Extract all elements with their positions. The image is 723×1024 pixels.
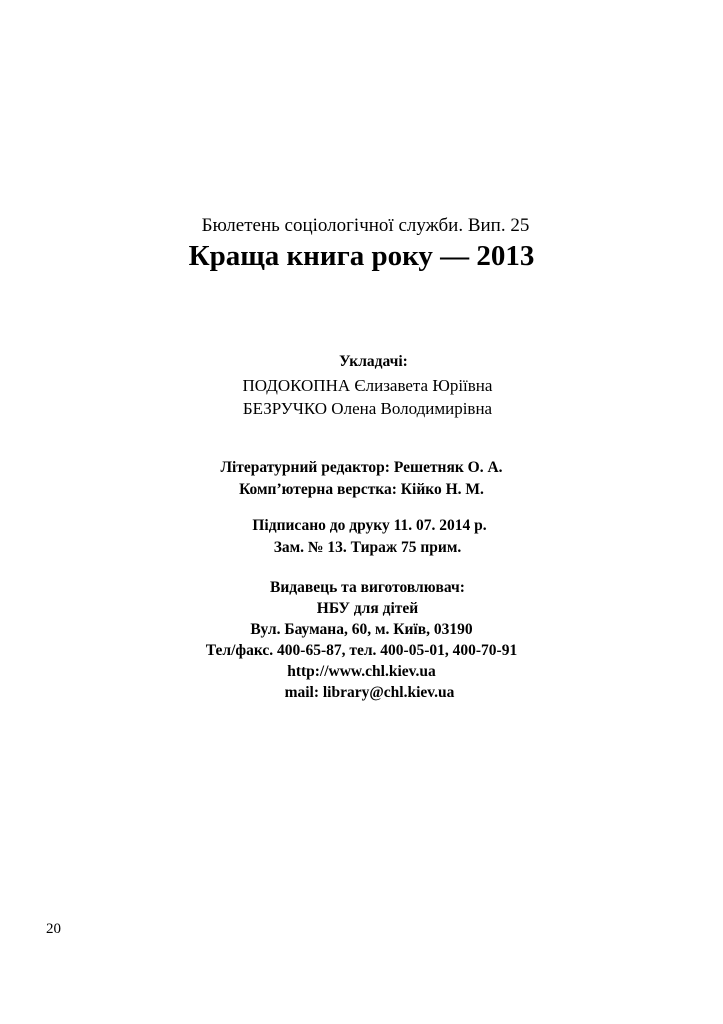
publisher-website: http://www.chl.kiev.ua <box>287 663 436 680</box>
publisher-phones: Тел/факс. 400-65-87, тел. 400-05-01, 400-70-91 <box>205 642 518 659</box>
publisher-email: mail: library@chl.kiev.ua <box>284 684 455 701</box>
literary-editor: Літературний редактор: Решетняк О. А. <box>220 459 503 476</box>
publisher-label: Видавець та виготовлювач: <box>270 579 465 596</box>
compilers-label: Укладачі: <box>339 353 408 370</box>
book-title: Краща книга року — 2013 <box>188 240 535 272</box>
publisher-address: Вул. Баумана, 60, м. Київ, 03190 <box>250 621 473 638</box>
bulletin-subtitle: Бюлетень соціологічної служби. Вип. 25 <box>201 215 530 236</box>
compiler-name: ПОДОКОПНА Єлизавета Юріївна <box>242 376 493 395</box>
page-number: 20 <box>46 921 61 937</box>
publisher-name: НБУ для дітей <box>316 600 419 617</box>
compiler-name: БЕЗРУЧКО Олена Володимирівна <box>242 399 493 418</box>
computer-layout: Комп’ютерна верстка: Кійко Н. М. <box>239 481 484 498</box>
signed-for-print: Підписано до друку 11. 07. 2014 р. <box>252 517 487 534</box>
order-circulation: Зам. № 13. Тираж 75 прим. <box>273 539 462 556</box>
